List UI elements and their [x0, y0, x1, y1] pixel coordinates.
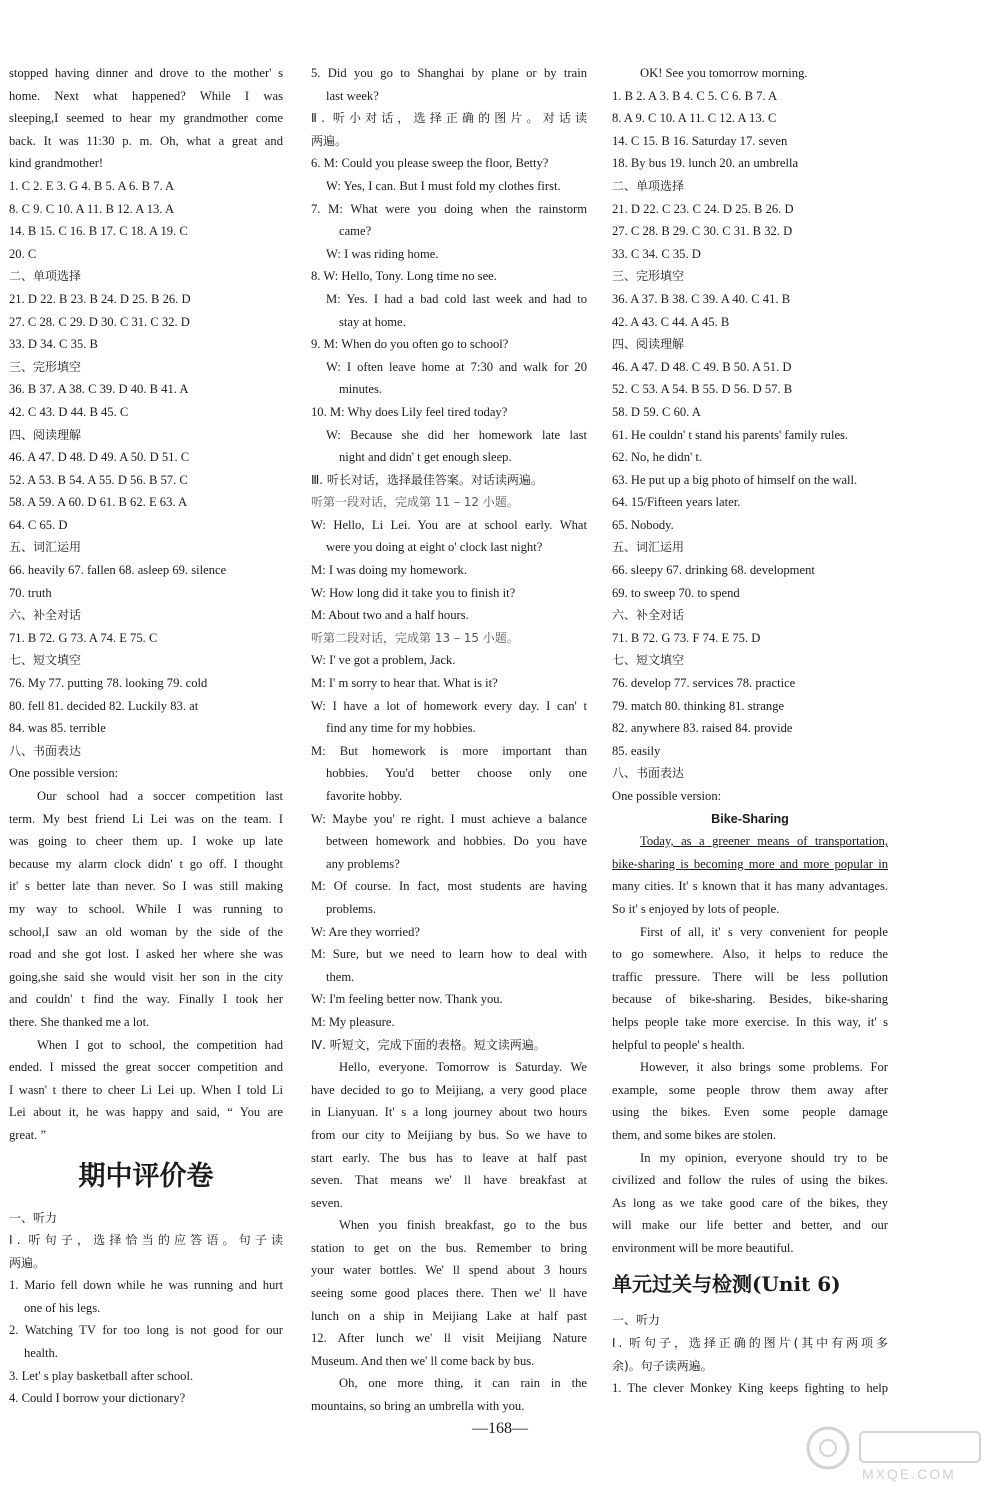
- answer-row: 79. match 80. thinking 81. strange: [612, 698, 785, 713]
- section-heading: 八、书面表达: [9, 743, 82, 758]
- section-heading: 三、完形填空: [9, 359, 82, 374]
- sub-heading: Ⅳ. 听短文，完成下面的表格。短文读两遍。: [311, 1037, 546, 1052]
- section-heading: 二、单项选择: [9, 269, 82, 284]
- dialogue-line: between homework and hobbies. Do you have: [326, 834, 587, 849]
- dialogue-line: them.: [326, 969, 355, 984]
- answer-row: 71. B 72. G 73. F 74. E 75. D: [612, 630, 761, 645]
- essay-line: many cities. It' s known that it has many advantages.: [612, 879, 888, 894]
- answer-row: 36. A 37. B 38. C 39. A 40. C 41. B: [612, 291, 791, 306]
- answer-line: 65. Nobody.: [612, 517, 674, 532]
- answer-row: 52. C 53. A 54. B 55. D 56. D 57. B: [612, 382, 793, 397]
- section-heading: 六、补全对话: [9, 608, 82, 623]
- text-line: home. Next what happened? While I was: [9, 88, 283, 103]
- dialogue-line: W: Maybe you' re right. I must achieve a balance: [311, 811, 587, 826]
- passage-line: seven. That means we' ll have breakfast at: [311, 1173, 587, 1188]
- dialogue-line: night and didn' t get enough sleep.: [339, 450, 512, 465]
- answer-row: 46. A 47. D 48. C 49. B 50. A 51. D: [612, 359, 792, 374]
- dialogue-line: came?: [339, 224, 372, 239]
- sub-heading: Ⅱ. 听小对话，选择正确的图片。对话读: [311, 111, 587, 126]
- essay-line: my way to school. While I was running to: [9, 901, 283, 916]
- sub-heading: Ⅰ. 听句子，选择正确的图片(其中有两项多: [612, 1336, 888, 1351]
- sub-heading: 两遍。: [9, 1255, 46, 1270]
- dialogue-line: 9. M: When do you often go to school?: [311, 337, 509, 352]
- text-line: kind grandmother!: [9, 156, 104, 171]
- answer-line: 61. He couldn' t stand his parents' family rules.: [612, 427, 849, 442]
- sub-heading: Ⅰ. 听句子，选择恰当的应答语。句子读: [9, 1233, 283, 1248]
- exam-title: 期中评价卷: [78, 1160, 214, 1192]
- passage-line: seven.: [311, 1195, 343, 1210]
- unit-title: 单元过关与检测(Unit 6): [612, 1272, 841, 1297]
- section-heading: 三、完形填空: [612, 269, 685, 284]
- question-line: 3. Let' s play basketball after school.: [9, 1368, 194, 1383]
- dialogue-line: W: I' ve got a problem, Jack.: [311, 653, 456, 668]
- answer-row: 71. B 72. G 73. A 74. E 75. C: [9, 630, 158, 645]
- dialogue-line: W: I have a lot of homework every day. I can' t: [311, 698, 587, 713]
- passage-line: Museum. And then we' ll come back by bus.: [311, 1353, 535, 1368]
- sub-heading: Ⅲ. 听长对话，选择最佳答案。对话读两遍。: [311, 472, 543, 487]
- question-line: 4. Could I borrow your dictionary?: [9, 1391, 186, 1406]
- text-line: back. It was 11:30 p. m. Oh, what a great and: [9, 133, 283, 148]
- essay-line: to go somewhere. Also, it helps to reduce the: [612, 947, 888, 962]
- answer-row: 76. My 77. putting 78. looking 79. cold: [9, 676, 208, 691]
- dialogue-line: W: How long did it take you to finish it?: [311, 585, 516, 600]
- essay-line: traffic pressure. There will be less pollution: [612, 969, 888, 984]
- answer-row: 8. A 9. C 10. A 11. C 12. A 13. C: [612, 111, 777, 126]
- answer-row: 66. sleepy 67. drinking 68. development: [612, 563, 815, 578]
- dialogue-line: were you doing at eight o' clock last night?: [326, 540, 543, 555]
- question-line: 1. The clever Monkey King keeps fighting to help: [612, 1381, 888, 1396]
- essay-line: and couldn' t find the way. Finally I took her: [9, 992, 283, 1007]
- essay-line: However, it also brings some problems. For: [640, 1060, 888, 1075]
- passage-line: from our city to Meijiang by bus. So we have to: [311, 1127, 587, 1142]
- dialogue-line: W: I often leave home at 7:30 and walk for 20: [326, 359, 587, 374]
- section-heading: 七、短文填空: [9, 653, 82, 668]
- sub-instruction: 听第二段对话，完成第 13 – 15 小题。: [311, 630, 519, 645]
- answer-row: 85. easily: [612, 743, 661, 758]
- passage-line: Oh, one more thing, it can rain in the: [339, 1376, 587, 1391]
- dialogue-line: M: Sure, but we need to learn how to deal with: [311, 947, 587, 962]
- section-heading: 四、阅读理解: [612, 337, 685, 352]
- question-line: last week?: [326, 88, 379, 103]
- essay-line: it' s better late than never. So I was still making: [9, 879, 283, 894]
- answer-row: 33. C 34. C 35. D: [612, 246, 701, 261]
- answer-line: 63. He put up a big photo of himself on the wall.: [612, 472, 858, 487]
- passage-line: in Lianyuan. It' s a long journey about two hours: [311, 1105, 587, 1120]
- dialogue-line: W: Yes, I can. But I must fold my clothes first.: [326, 178, 561, 193]
- answer-row: 42. A 43. C 44. A 45. B: [612, 314, 730, 329]
- essay-line: because my alarm clock didn' t go off. I thought: [9, 856, 283, 871]
- answer-line: 62. No, he didn' t.: [612, 450, 703, 465]
- essay-line: civilized and follow the rules of using the bikes.: [612, 1173, 888, 1188]
- dialogue-line: W: I'm feeling better now. Thank you.: [311, 992, 503, 1007]
- dialogue-line: M: Yes. I had a bad cold last week and had to: [326, 291, 587, 306]
- dialogue-line: M: I was doing my homework.: [311, 563, 468, 578]
- text-line: stopped having dinner and drove to the mother' s: [9, 66, 283, 80]
- section-heading: 一、听力: [9, 1210, 58, 1225]
- essay-line: them, and some bikes are stolen.: [612, 1127, 777, 1142]
- essay-line: Today, as a greener means of transportation,: [640, 834, 888, 849]
- answer-row: 20. C: [9, 246, 37, 261]
- answer-row: 1. C 2. E 3. G 4. B 5. A 6. B 7. A: [9, 178, 175, 193]
- essay-line: school,I saw an old woman by the side of the: [9, 924, 283, 939]
- answer-row: 80. fell 81. decided 82. Luckily 83. at: [9, 698, 199, 713]
- passage-line: have decided to go to Meijiang, a very good place: [311, 1082, 587, 1097]
- dialogue-line: M: About two and a half hours.: [311, 608, 469, 623]
- essay-line: Lei about it, he was happy and said, “ You are: [9, 1105, 283, 1120]
- answer-row: 52. A 53. B 54. A 55. D 56. B 57. C: [9, 472, 188, 487]
- dialogue-line: minutes.: [339, 382, 383, 397]
- answer-row: 58. A 59. A 60. D 61. B 62. E 63. A: [9, 495, 188, 510]
- dialogue-line: hobbies. You'd better choose only one: [326, 766, 587, 781]
- answer-row: 82. anywhere 83. raised 84. provide: [612, 721, 793, 736]
- answer-row: 27. C 28. C 29. D 30. C 31. C 32. D: [9, 314, 190, 329]
- dialogue-line: M: But homework is more important than: [311, 743, 587, 758]
- answer-line: 64. 15/Fifteen years later.: [612, 495, 741, 510]
- watermark-text: MXQE.COM: [862, 1466, 956, 1482]
- passage-line: station to get on the bus. Remember to bring: [311, 1240, 587, 1255]
- essay-line: term. My best friend Li Lei was on the team. I: [9, 811, 283, 826]
- answer-row: 1. B 2. A 3. B 4. C 5. C 6. B 7. A: [612, 88, 778, 103]
- answer-row: 27. C 28. B 29. C 30. C 31. B 32. D: [612, 224, 793, 239]
- section-heading: 二、单项选择: [612, 178, 685, 193]
- dialogue-line: 6. M: Could you please sweep the floor, Betty?: [311, 156, 549, 171]
- column-left: [9, 62, 283, 1410]
- essay-line: I wasn' t there to cheer Li Lei up. When I told Li: [9, 1082, 283, 1097]
- dialogue-line: W: Hello, Li Lei. You are at school early. What: [311, 517, 587, 532]
- page-number: —168—: [472, 1420, 528, 1437]
- section-heading: 八、书面表达: [612, 766, 685, 781]
- passage-line: lunch on a ship in Meijiang Lake at half past: [311, 1308, 587, 1323]
- answer-row: 69. to sweep 70. to spend: [612, 585, 740, 600]
- essay-line: road and she got lost. I asked her where she was: [9, 947, 283, 962]
- essay-line: environment will be more beautiful.: [612, 1240, 794, 1255]
- essay-line: First of all, it' s very convenient for people: [640, 924, 888, 939]
- answer-row: 70. truth: [9, 585, 52, 600]
- column-right: [612, 62, 888, 1400]
- essay-line: going,she said she would visit her son in the city: [9, 969, 283, 984]
- essay-line: because of bike-sharing. Besides, bike-sharing: [612, 992, 888, 1007]
- answer-row: 46. A 47. D 48. D 49. A 50. D 51. C: [9, 450, 190, 465]
- question-line: health.: [24, 1346, 58, 1361]
- answer-row: 8. C 9. C 10. A 11. B 12. A 13. A: [9, 201, 175, 216]
- passage-line: OK! See you tomorrow morning.: [640, 66, 808, 80]
- essay-line: will make our life better and better, and our: [612, 1218, 888, 1233]
- passage-line: When you finish breakfast, go to the bus: [339, 1218, 587, 1233]
- answer-row: 42. C 43. D 44. B 45. C: [9, 404, 129, 419]
- answer-row: 18. By bus 19. lunch 20. an umbrella: [612, 156, 799, 171]
- answer-row: 21. D 22. B 23. B 24. D 25. B 26. D: [9, 291, 191, 306]
- answer-row: 33. D 34. C 35. B: [9, 337, 98, 352]
- dialogue-line: W: I was riding home.: [326, 246, 439, 261]
- passage-line: start early. The bus has to leave at half past: [311, 1150, 587, 1165]
- section-heading: 一、听力: [612, 1313, 661, 1328]
- essay-line: In my opinion, everyone should try to be: [640, 1150, 888, 1165]
- dialogue-line: stay at home.: [339, 314, 406, 329]
- section-heading: 六、补全对话: [612, 608, 685, 623]
- essay-line: was going to cheer them up. I woke up late: [9, 834, 283, 849]
- dialogue-line: 7. M: What were you doing when the rainstorm: [311, 201, 587, 216]
- sub-heading: 两遍。: [311, 133, 348, 148]
- text-line: One possible version:: [9, 766, 119, 781]
- answer-row: 64. C 65. D: [9, 517, 68, 532]
- question-line: one of his legs.: [24, 1300, 101, 1315]
- dialogue-line: find any time for my hobbies.: [326, 721, 476, 736]
- passage-line: seeing some good places there. Then we' ll have: [311, 1286, 587, 1301]
- essay-line: bike-sharing is becoming more and more popular in: [612, 856, 888, 871]
- essay-line: When I got to school, the competition had: [37, 1037, 283, 1052]
- passage-line: your water bottles. We' ll spend about 3 hours: [311, 1263, 587, 1278]
- section-heading: 四、阅读理解: [9, 427, 82, 442]
- dialogue-line: M: My pleasure.: [311, 1014, 395, 1029]
- dialogue-line: M: I' m sorry to hear that. What is it?: [311, 676, 498, 691]
- dialogue-line: 8. W: Hello, Tony. Long time no see.: [311, 269, 497, 284]
- answer-row: 58. D 59. C 60. A: [612, 404, 701, 419]
- passage-line: 12. After lunch we' ll visit Meijiang Nature: [311, 1331, 587, 1346]
- sub-heading: 余)。句子读两遍。: [612, 1358, 713, 1373]
- essay-line: Our school had a soccer competition last: [37, 789, 283, 803]
- essay-line: As long as we take good care of the bikes, they: [612, 1195, 888, 1210]
- question-line: 1. Mario fell down while he was running and hurt: [9, 1278, 283, 1293]
- answer-row: 21. D 22. C 23. C 24. D 25. B 26. D: [612, 201, 794, 216]
- text-line: One possible version:: [612, 789, 722, 803]
- dialogue-line: 10. M: Why does Lily feel tired today?: [311, 404, 508, 419]
- section-heading: 五、词汇运用: [612, 540, 685, 555]
- dialogue-line: any problems?: [326, 856, 400, 871]
- essay-line: helps people take more exercise. In this way, it' s: [612, 1014, 888, 1029]
- question-line: 5. Did you go to Shanghai by plane or by train: [311, 66, 587, 80]
- answer-row: 14. C 15. B 16. Saturday 17. seven: [612, 133, 788, 148]
- section-heading: 七、短文填空: [612, 653, 685, 668]
- essay-title: Bike-Sharing: [711, 811, 789, 826]
- essay-line: example, some people throw them away after: [612, 1082, 888, 1097]
- answer-row: 66. heavily 67. fallen 68. asleep 69. silence: [9, 563, 227, 578]
- essay-line: using the bikes. Even some people damage: [612, 1105, 888, 1120]
- watermark: [802, 1424, 992, 1482]
- dialogue-line: W: Are they worried?: [311, 924, 420, 939]
- essay-line: helpful to people' s health.: [612, 1037, 745, 1052]
- answer-row: 84. was 85. terrible: [9, 721, 106, 736]
- dialogue-line: M: Of course. In fact, most students are having: [311, 879, 587, 894]
- dialogue-line: favorite hobby.: [326, 789, 403, 803]
- column-middle: [311, 62, 587, 1418]
- dialogue-line: W: Because she did her homework late last: [326, 427, 587, 442]
- essay-line: great. ”: [9, 1127, 47, 1142]
- passage-line: Hello, everyone. Tomorrow is Saturday. We: [339, 1060, 587, 1075]
- section-heading: 五、词汇运用: [9, 540, 82, 555]
- answer-row: 14. B 15. C 16. B 17. C 18. A 19. C: [9, 224, 188, 239]
- sub-instruction: 听第一段对话，完成第 11 – 12 小题。: [311, 495, 519, 510]
- essay-line: ended. I missed the great soccer competition and: [9, 1060, 283, 1075]
- passage-line: mountains, so bring an umbrella with you.: [311, 1399, 525, 1414]
- dialogue-line: problems.: [326, 901, 377, 916]
- answer-row: 36. B 37. A 38. C 39. D 40. B 41. A: [9, 382, 189, 397]
- answer-row: 76. develop 77. services 78. practice: [612, 676, 796, 691]
- essay-line: So it' s enjoyed by lots of people.: [612, 901, 780, 916]
- essay-line: there. She thanked me a lot.: [9, 1014, 150, 1029]
- text-line: sleeping,I seemed to hear my grandmother come: [9, 111, 283, 126]
- question-line: 2. Watching TV for too long is not good for our: [9, 1323, 283, 1338]
